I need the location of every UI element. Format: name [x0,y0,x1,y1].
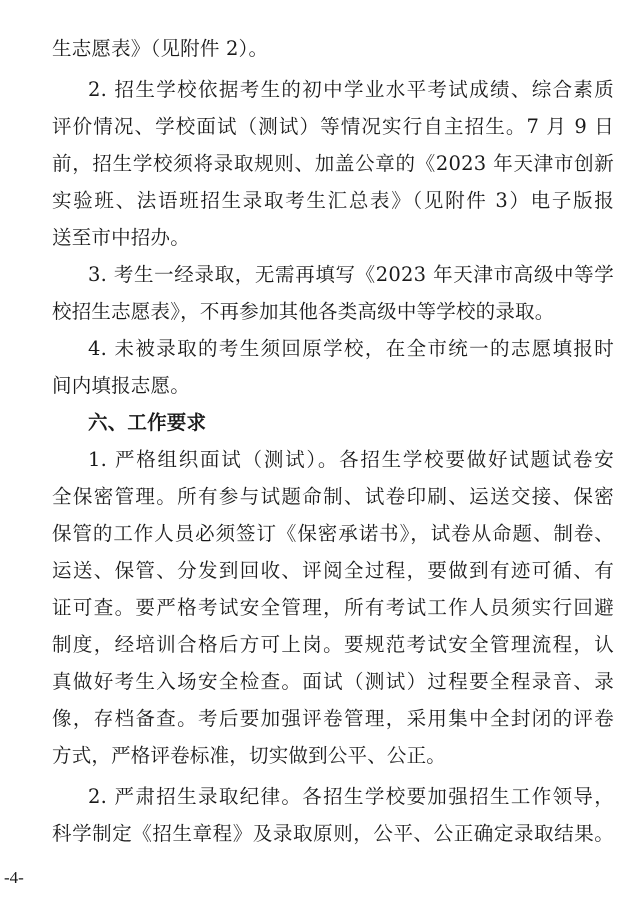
text-line: 实验班、法语班招生录取考生汇总表》（见附件 3）电子版报 [52,189,614,212]
text-line: 3. 考生一经录取，无需再填写《2023 年天津市高级中等学 [88,263,614,286]
text-line: 方式，严格评卷标准，切实做到公平、公正。 [52,744,447,767]
text-line: 制度，经培训合格后方可上岗。要规范考试安全管理流程，认 [52,633,614,656]
text-line: 2. 招生学校依据考生的初中学业水平考试成绩、综合素质 [88,78,614,101]
text-line: 1. 严格组织面试（测试）。各招生学校要做好试题试卷安 [88,448,614,471]
text-line: 前，招生学校须将录取规则、加盖公章的《2023 年天津市创新 [52,152,614,175]
section-heading: 六、工作要求 [88,411,207,434]
text-line: 运送、保管、分发到回收、评阅全过程，要做到有迹可循、有 [52,559,614,582]
text-line: 像，存档备查。考后要加强评卷管理，采用集中全封闭的评卷 [52,707,614,730]
text-line: 校招生志愿表》，不再参加其他各类高级中等学校的录取。 [52,300,555,323]
text-line: 全保密管理。所有参与试题命制、试卷印刷、运送交接、保密 [52,485,614,508]
text-line: 证可查。要严格考试安全管理，所有考试工作人员须实行回避 [52,596,614,619]
text-line: 真做好考生入场安全检查。面试（测试）过程要全程录音、录 [52,670,614,693]
text-line: 科学制定《招生章程》及录取原则，公平、公正确定录取结果。 [52,822,614,845]
text-line: 保管的工作人员必须签订《保密承诺书》，试卷从命题、制卷、 [52,522,614,545]
text-line: 评价情况、学校面试（测试）等情况实行自主招生。7 月 9 日 [52,115,614,138]
page-number: -4- [4,868,24,887]
text-line: 送至市中招办。 [52,226,190,249]
text-line: 4. 未被录取的考生须回原学校，在全市统一的志愿填报时 [88,337,614,360]
text-line: 间内填报志愿。 [52,374,190,397]
text-line: 生志愿表》（见附件 2）。 [52,37,269,60]
text-line: 2. 严肃招生录取纪律。各招生学校要加强招生工作领导， [88,785,614,808]
